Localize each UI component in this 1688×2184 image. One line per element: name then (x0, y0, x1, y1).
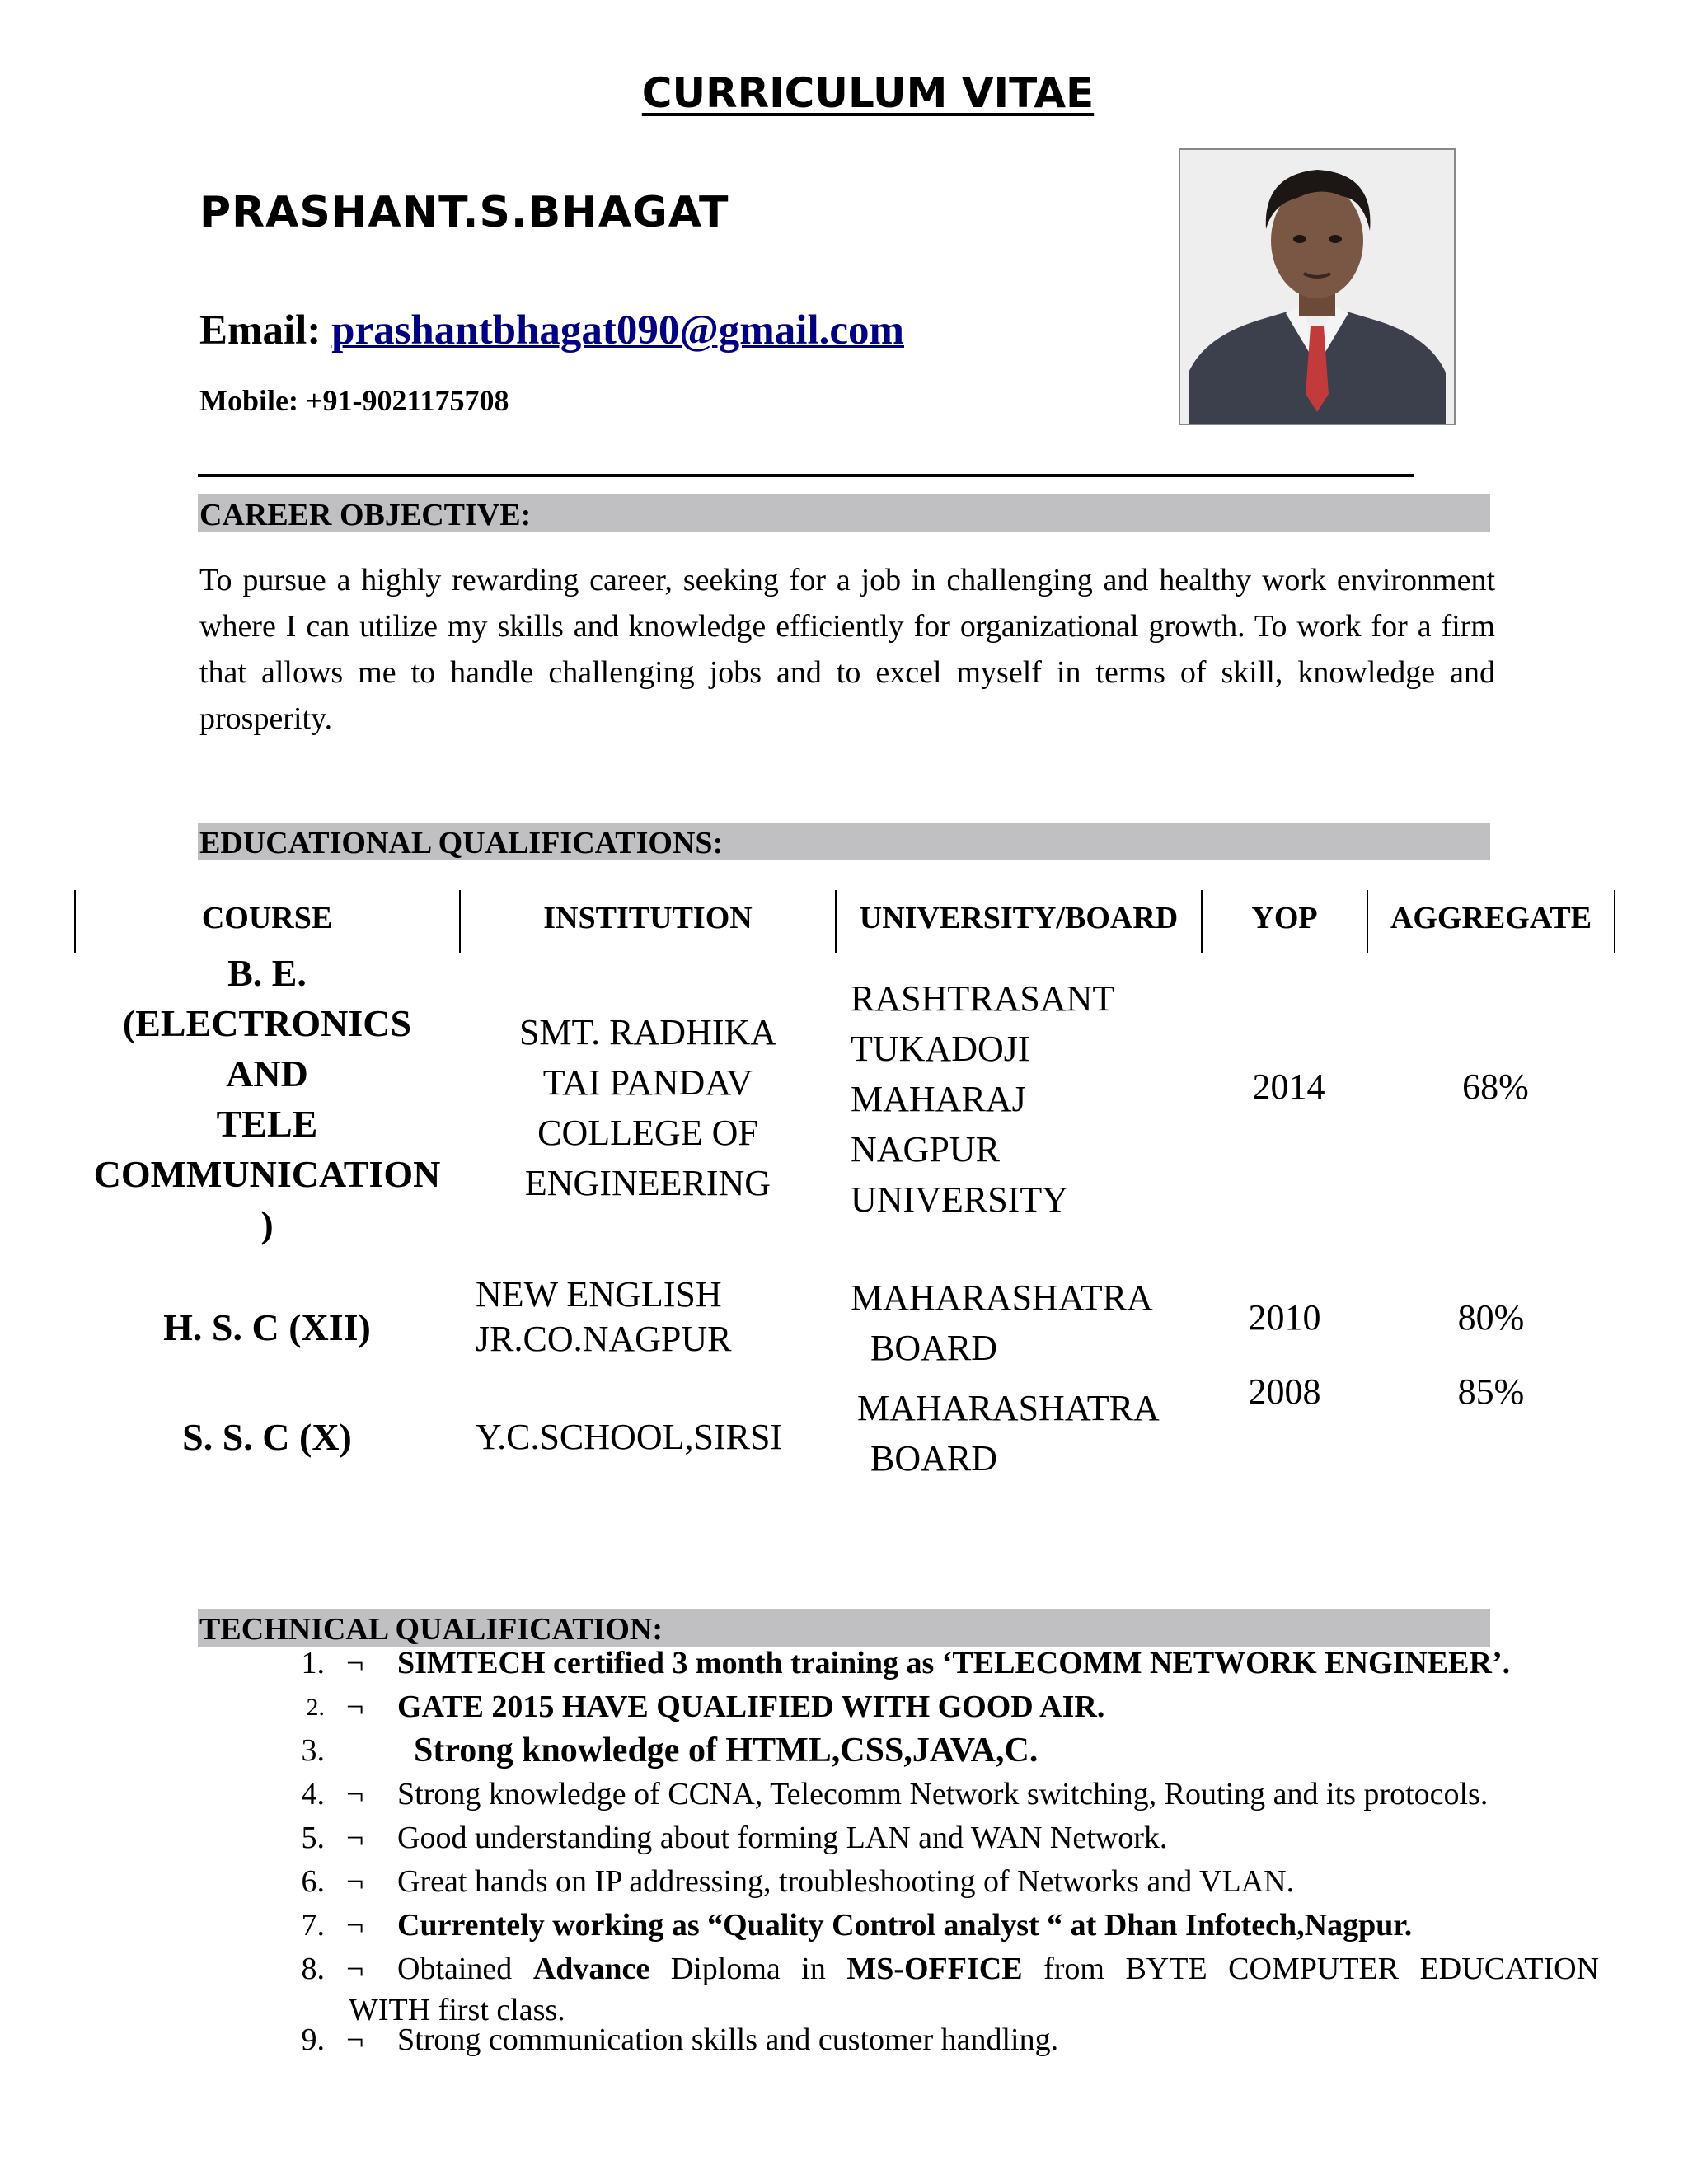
education-heading: EDUCATIONAL QUALIFICATIONS: (198, 823, 1490, 860)
course-line: ) (260, 1203, 274, 1245)
mobile-number: +91-9021175708 (305, 384, 509, 417)
item-text-part: Obtained (397, 1952, 513, 1986)
item-text: Strong knowledge of HTML,CSS,JAVA,C. (414, 1732, 1039, 1769)
list-item (280, 1860, 1599, 1904)
course-line: B. E. (227, 952, 307, 994)
table-border (835, 890, 837, 953)
university-line: MAHARASHATRA (851, 1277, 1153, 1318)
item-text: Strong knowledge of CCNA, Telecomm Network switching, Routing and its protocols. (397, 1777, 1489, 1811)
technical-list (280, 1642, 1599, 2062)
course-line: COMMUNICATION (93, 1153, 441, 1195)
item-number: 1. (301, 1646, 325, 1680)
column-header-course: COURSE (201, 901, 333, 935)
career-objective-heading: CAREER OBJECTIVE: (198, 494, 1490, 532)
item-text (397, 1947, 1599, 1991)
item-number: 6. (301, 1864, 325, 1899)
table-row-institution (462, 1007, 833, 1208)
email-row (199, 307, 904, 354)
list-item (280, 1816, 1599, 1860)
bullet-icon: ¬ (346, 1952, 364, 1986)
institution-line: NEW ENGLISH (476, 1274, 722, 1315)
item-text-continuation: WITH first class. (349, 1993, 565, 2027)
course-line: S. S. C (X) (182, 1416, 352, 1458)
table-row-course (77, 1302, 457, 1352)
item-text: GATE 2015 HAVE QUALIFIED WITH GOOD AIR. (397, 1690, 1105, 1724)
list-item (280, 1642, 1599, 1685)
university-line: RASHTRASANT (851, 978, 1115, 1019)
bullet-icon: ¬ (346, 1646, 364, 1680)
item-text: Great hands on IP addressing, troubleshooting of Networks and VLAN. (397, 1864, 1295, 1899)
profile-photo-drawing (1180, 150, 1454, 424)
profile-photo (1179, 148, 1456, 425)
table-border (1614, 890, 1615, 953)
bullet-icon: ¬ (346, 2022, 364, 2057)
bullet-icon: ¬ (346, 1777, 364, 1811)
item-number: 4. (301, 1777, 325, 1811)
column-header-university: UNIVERSITY/BOARD (859, 901, 1179, 935)
course-line: (ELECTRONICS (122, 1002, 412, 1044)
career-objective-text: To pursue a highly rewarding career, seeking for a job in challenging and healthy work environment where I can utilize my skills and knowledge efficiently for organizational growth. To work for a firm that allows me to handle challenging jobs and to excel myself in terms of skill, knowledge and prosperity. (199, 563, 1495, 736)
item-text-part: Advance (532, 1952, 650, 1986)
item-number: 7. (301, 1908, 325, 1943)
list-item (280, 1947, 1599, 2028)
table-row-yop: 2010 (1248, 1297, 1321, 1338)
institution-line: TAI PANDAV (542, 1062, 753, 1103)
item-text-part: Diploma in (670, 1952, 826, 1986)
table-row-institution (476, 1272, 830, 1361)
university-line: MAHARASHATRA (857, 1388, 1160, 1428)
table-row-university (851, 1272, 1205, 1373)
table-row-course (77, 1412, 457, 1462)
item-text: Good understanding about forming LAN and WAN Network. (397, 1821, 1168, 1855)
table-row-university (857, 1383, 1203, 1483)
item-number: 5. (301, 1821, 325, 1855)
institution-line: JR.CO.NAGPUR (476, 1319, 732, 1359)
candidate-name: PRASHANT.S.BHAGAT (199, 188, 729, 237)
item-text: Currentely working as “Quality Control analyst “ at Dhan Infotech,Nagpur. (397, 1908, 1413, 1943)
item-number: 3. (301, 1733, 325, 1768)
column-header-yop: YOP (1251, 901, 1318, 935)
table-row-university (851, 973, 1197, 1225)
technical-heading: TECHNICAL QUALIFICATION: (198, 1609, 1490, 1647)
university-line: NAGPUR (851, 1129, 1000, 1169)
mobile-label: Mobile: (199, 384, 298, 417)
course-line: AND (226, 1052, 308, 1094)
list-item (280, 1729, 1599, 1773)
course-line: H. S. C (XII) (163, 1306, 371, 1348)
list-item (280, 1904, 1599, 1947)
table-row-aggregate: 80% (1457, 1297, 1525, 1338)
table-border (74, 890, 76, 953)
item-text: Strong communication skills and customer handling. (397, 2022, 1059, 2057)
item-number: 9. (301, 2022, 325, 2057)
item-text-part: MS-OFFICE (846, 1952, 1023, 1986)
column-header-aggregate: AGGREGATE (1390, 901, 1592, 935)
header-divider (198, 474, 1414, 477)
course-line: TELE (216, 1103, 318, 1145)
item-number: 8. (301, 1952, 325, 1986)
email-link[interactable]: prashantbhagat090@gmail.com (331, 307, 904, 354)
institution-line: COLLEGE OF (537, 1113, 758, 1153)
table-row-aggregate: 85% (1457, 1371, 1525, 1412)
institution-line: ENGINEERING (524, 1163, 771, 1203)
bullet-icon: ¬ (346, 1690, 364, 1724)
institution-line: SMT. RADHIKA (518, 1012, 777, 1052)
page-title: CURRICULUM VITAE (641, 69, 1095, 117)
table-border (1367, 890, 1368, 953)
table-border (1201, 890, 1203, 953)
email-label: Email: (199, 307, 321, 354)
bullet-icon: ¬ (346, 1908, 364, 1943)
bullet-icon: ¬ (346, 1864, 364, 1899)
mobile-row (199, 383, 509, 418)
university-line: TUKADOJI (851, 1029, 1030, 1069)
item-text-part: from BYTE COMPUTER EDUCATION (1043, 1952, 1600, 1986)
table-row-aggregate: 68% (1462, 1066, 1529, 1107)
column-header-institution: INSTITUTION (543, 901, 753, 935)
bullet-icon: ¬ (346, 1821, 364, 1855)
university-line: BOARD (870, 1328, 998, 1368)
table-row-yop: 2008 (1248, 1371, 1321, 1412)
list-item (280, 1773, 1599, 1816)
table-border (459, 890, 461, 953)
table-row-institution (476, 1412, 830, 1462)
university-line: MAHARAJ (851, 1079, 1026, 1119)
list-item (280, 1685, 1599, 1729)
university-line: BOARD (870, 1438, 998, 1479)
list-item (280, 2018, 1599, 2062)
table-row-yop: 2014 (1252, 1066, 1325, 1107)
item-number: 2. (306, 1694, 325, 1721)
table-row-course (77, 948, 457, 1249)
institution-line: Y.C.SCHOOL,SIRSI (476, 1417, 783, 1457)
university-line: UNIVERSITY (851, 1179, 1068, 1220)
item-text: SIMTECH certified 3 month training as ‘TELECOMM NETWORK ENGINEER’. (397, 1646, 1511, 1680)
